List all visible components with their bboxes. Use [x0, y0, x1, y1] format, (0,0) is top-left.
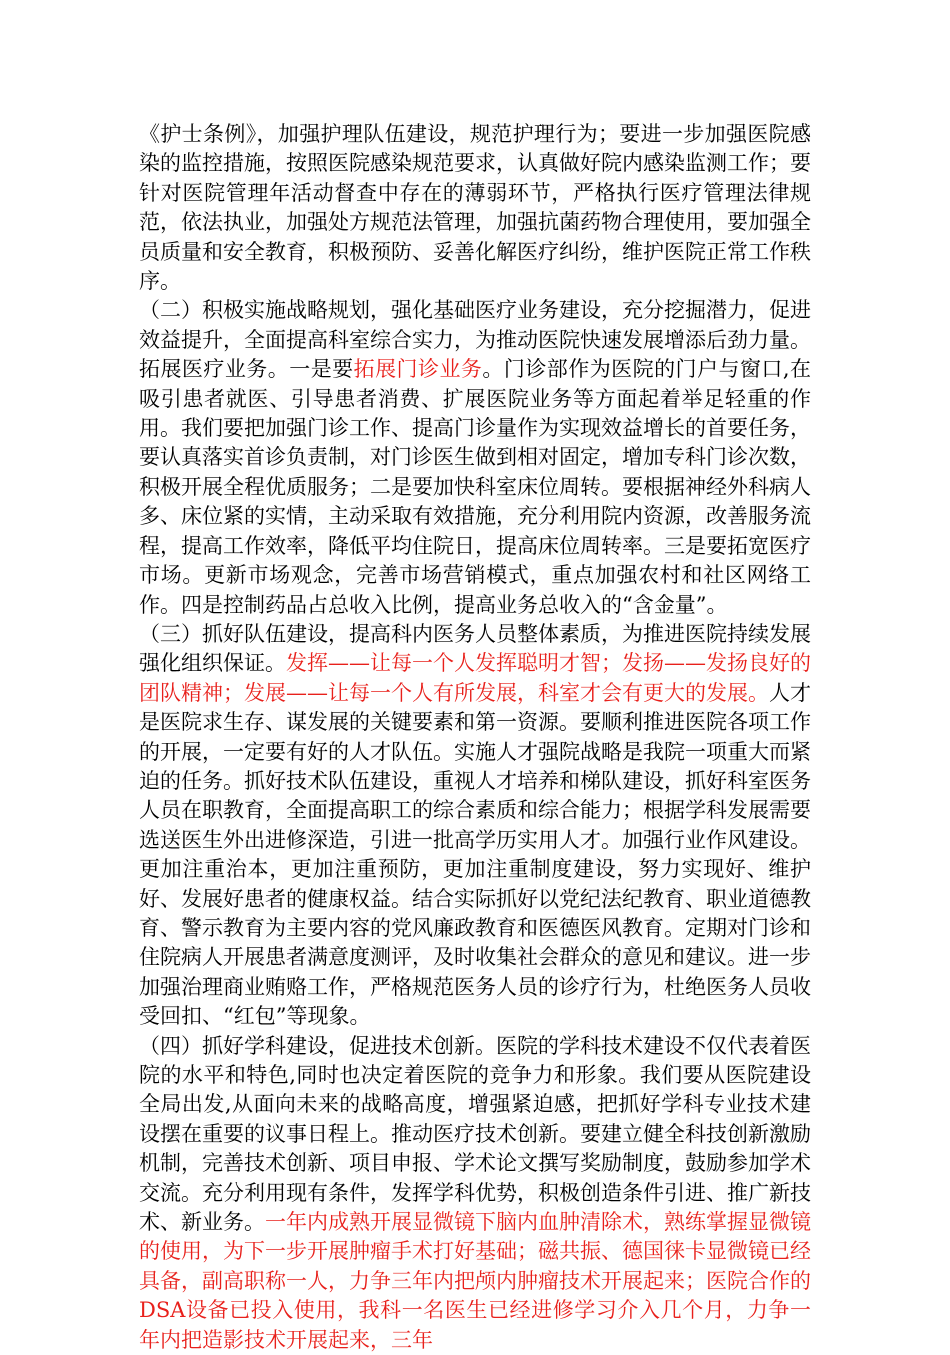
highlighted-text: 拓展门诊业务 — [353, 357, 483, 382]
paragraph-strategic-planning — [139, 296, 811, 619]
paragraph-text: 。门诊部作为医院的门户与窗口,在吸引患者就医、引导患者消费、扩展医院业务等方面起着举足轻重的作用。我们要把加强门诊工作、提高门诊量作为实现效益增长的首要任务，要认真落实首诊负责制，对门诊医生做到相对固定，增加专科门诊次数，积极开展全程优质服务；二是要加快科室床位周转。要根据神经外科病人多、床位紧的实情，主动采取有效措施，充分利用院内资源，改善服务流程，提高工作效率，降低平均住院日，提高床位周转率。三是要拓宽医疗市场。更新市场观念，完善市场营销模式，重点加强农村和社区网络工作。四是控制药品占总收入比例，提高业务总收入的“含金量”。 — [139, 357, 812, 617]
paragraph-text: 《护士条例》，加强护理队伍建设，规范护理行为；要进一步加强医院感染的监控措施，按照医院感染规范要求，认真做好院内感染监测工作；要针对医院管理年活动督查中存在的薄弱环节，严格执行医疗管理法律规范，依法执业，加强处方规范法管理，加强抗菌药物合理使用，要加强全员质量和安全教育，积极预防、妥善化解医疗纠纷，维护医院正常工作秩序。 — [139, 122, 811, 294]
highlighted-text: 发挥——让每一个人发挥聪明才智；发扬——发扬良好的团队精神；发展——让每一个人有所发展，科室才会有更大的发展。 — [139, 651, 811, 705]
paragraph-discipline-building — [139, 1032, 811, 1355]
paragraph-text: （二）积极实施战略规划，强化基础医疗业务建设，充分挖掘潜力，促进效益提升，全面提高科室综合实力，为推动医院快速发展增添后劲力量。拓展医疗业务。一是要 — [139, 298, 811, 382]
paragraph-nursing-management — [139, 120, 811, 296]
paragraph-text: （三）抓好队伍建设，提高科内医务人员整体素质，为推进医院持续发展强化组织保证。 — [139, 621, 811, 676]
document-body — [139, 120, 811, 1355]
paragraph-team-building — [139, 620, 811, 1032]
highlighted-text: 一年内成熟开展显微镜下脑内血肿清除术，熟练掌握显微镜的使用，为下一步开展肿瘤手术打好基础；磁共振、德国徕卡显微镜已经具备，副高职称一人，力争三年内把颅内肿瘤技术开展起来；医院合作的DSA设备已投入使用，我科一名医生已经进修学习介入几个月，力争一年内把造影技术开展起来，三年 — [139, 1210, 811, 1352]
paragraph-text: 人才是医院求生存、谋发展的关键要素和第一资源。要顺利推进医院各项工作的开展，一定要有好的人才队伍。实施人才强院战略是我院一项重大而紧迫的任务。抓好技术队伍建设，重视人才培养和梯队建设，抓好科室医务人员在职教育，全面提高职工的综合素质和综合能力；根据学科发展需要选送医生外出进修深造，引进一批高学历实用人才。加强行业作风建设。更加注重治本，更加注重预防，更加注重制度建设，努力实现好、维护好、发展好患者的健康权益。结合实际抓好以党纪法纪教育、职业道德教育、警示教育为主要内容的党风廉政教育和医德医风教育。定期对门诊和住院病人开展患者满意度测评，及时收集社会群众的意见和建议。进一步加强治理商业贿赂工作，严格规范医务人员的诊疗行为，杜绝医务人员收受回扣、“红包”等现象。 — [139, 680, 811, 1029]
paragraph-text: （四）抓好学科建设，促进技术创新。医院的学科技术建设不仅代表着医院的水平和特色,同时也决定着医院的竞争力和形象。我们要从医院建设全局出发,从面向未来的战略高度，增强紧迫感，把抓好学科专业技术建设摆在重要的议事日程上。推动医疗技术创新。要建立健全科技创新激励机制，完善技术创新、项目申报、学术论文撰写奖励制度，鼓励参加学术交流。充分利用现有条件，发挥学科优势，积极创造条件引进、推广新技术、新业务。 — [139, 1033, 811, 1235]
